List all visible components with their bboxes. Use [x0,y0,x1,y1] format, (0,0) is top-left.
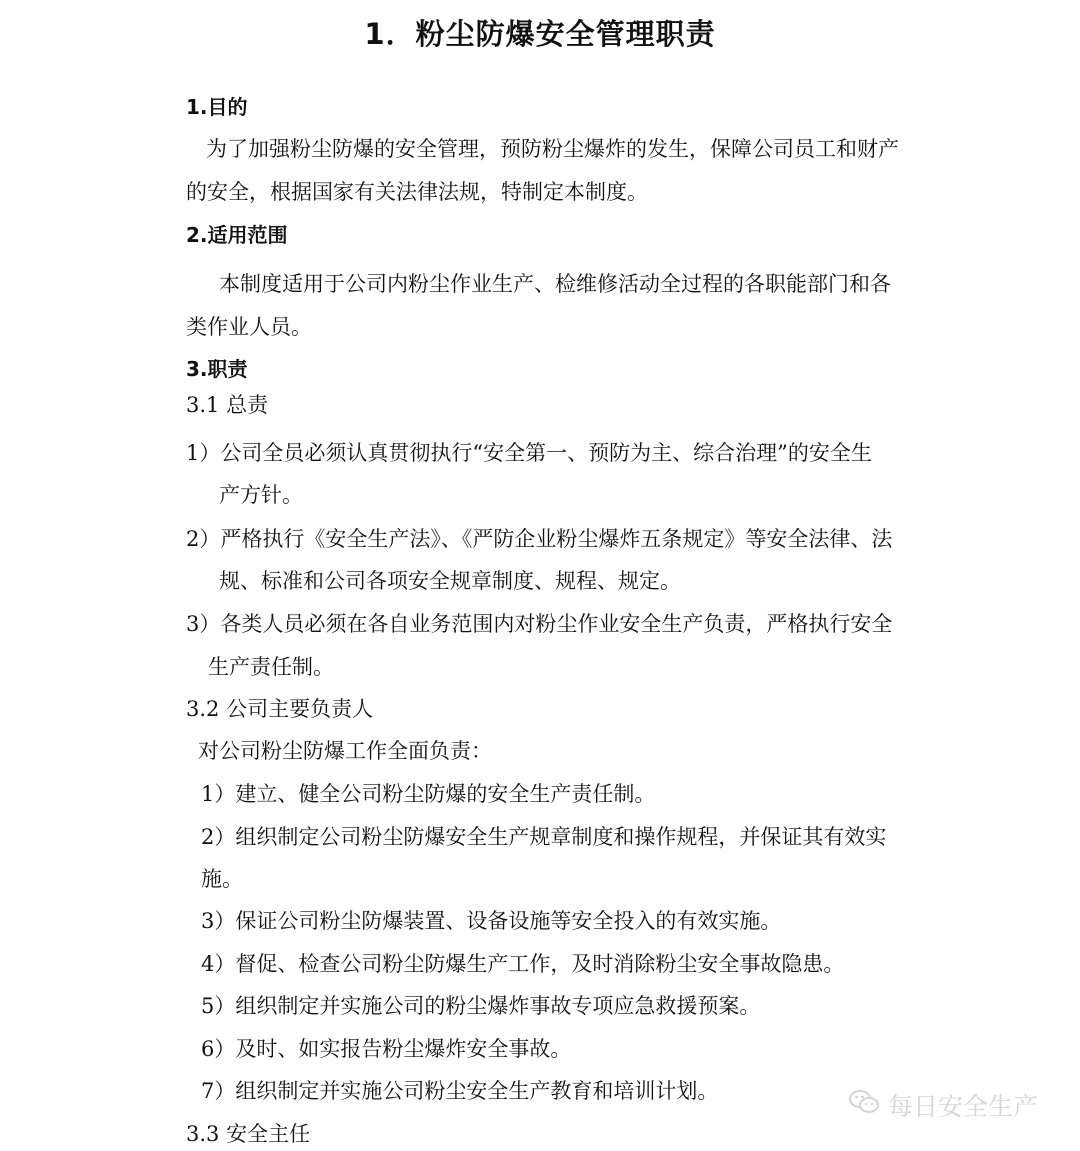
principal-item-7: 7）组织制定并实施公司粉尘安全生产教育和培训计划。 [201,1079,719,1103]
subsection-heading-general: 3.1 总责 [186,393,269,417]
scope-line-2: 类作业人员。 [186,315,312,339]
general-item-1: 1）公司全员必须认真贯彻执行“安全第一、预防为主、综合治理”的安全生 [186,441,872,465]
principal-item-5: 5）组织制定并实施公司的粉尘爆炸事故专项应急救援预案。 [201,994,761,1018]
principal-item-2: 2）组织制定公司粉尘防爆安全生产规章制度和操作规程，并保证其有效实 [201,825,887,849]
watermark-text: 每日安全生产 [888,1092,1039,1121]
purpose-line-2: 的安全，根据国家有关法律法规，特制定本制度。 [186,180,648,204]
subsection-heading-safety-director: 3.3 安全主任 [186,1122,311,1146]
general-item-1-cont: 产方针。 [219,483,303,507]
principal-intro: 对公司粉尘防爆工作全面负责： [198,739,492,763]
principal-item-1: 1）建立、健全公司粉尘防爆的安全生产责任制。 [201,782,656,806]
subsection-heading-principal: 3.2 公司主要负责人 [186,697,374,721]
scope-line-1: 本制度适用于公司内粉尘作业生产、检维修活动全过程的各职能部门和各 [219,272,891,296]
section-heading-scope: 2.适用范围 [186,223,288,247]
principal-item-2-cont: 施。 [201,867,243,891]
section-heading-duties: 3.职责 [186,357,248,381]
general-item-3: 3）各类人员必须在各自业务范围内对粉尘作业安全生产负责，严格执行安全 [186,612,893,636]
principal-item-3: 3）保证公司粉尘防爆装置、设备设施等安全投入的有效实施。 [201,909,782,933]
general-item-2-cont: 规、标准和公司各项安全规章制度、规程、规定。 [219,569,681,593]
wechat-icon [848,1088,880,1122]
purpose-line-1: 为了加强粉尘防爆的安全管理，预防粉尘爆炸的发生，保障公司员工和财产 [206,137,899,161]
general-item-2: 2）严格执行《安全生产法》、《严防企业粉尘爆炸五条规定》等安全法律、法 [186,527,893,551]
general-item-3-cont: 生产责任制。 [208,655,334,679]
watermark [848,1088,1038,1122]
section-heading-purpose: 1.目的 [186,95,248,119]
principal-item-4: 4）督促、检查公司粉尘防爆生产工作，及时消除粉尘安全事故隐患。 [201,952,845,976]
principal-item-6: 6）及时、如实报告粉尘爆炸安全事故。 [201,1037,572,1061]
document-title: 1．粉尘防爆安全管理职责 [364,17,716,51]
